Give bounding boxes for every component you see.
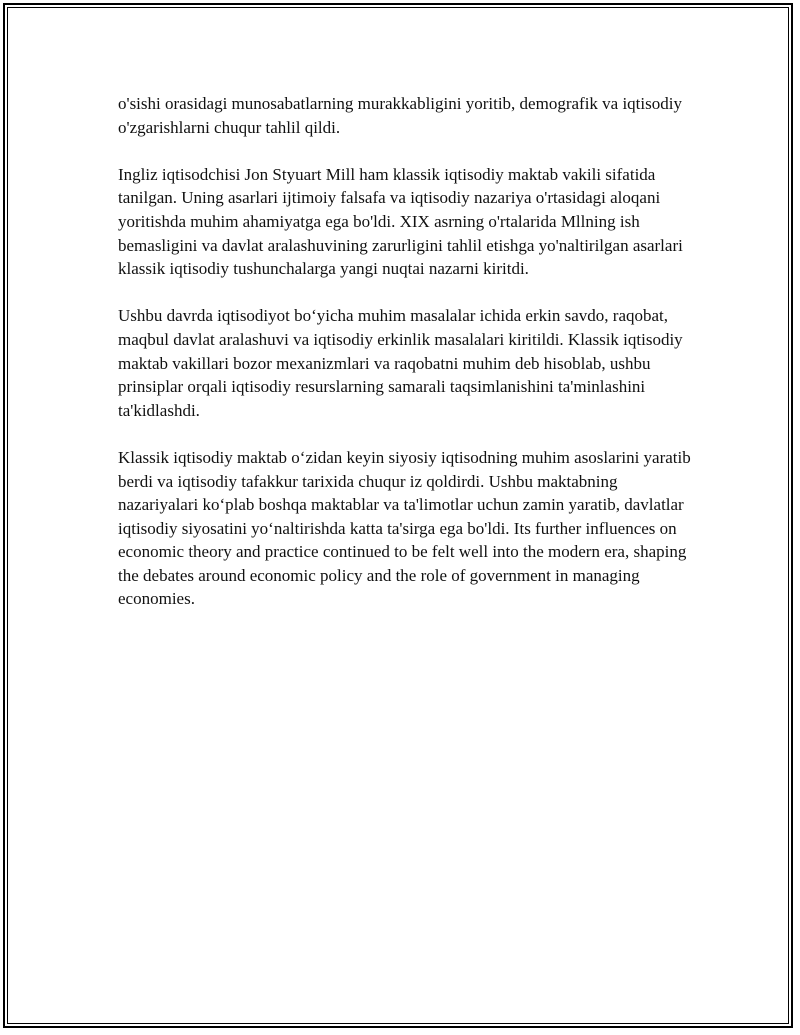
document-body [118, 92, 693, 635]
paragraph-4: Klassik iqtisodiy maktab o‘zidan keyin siyosiy iqtisodning muhim asoslarini yaratib berdi va iqtisodiy tafakkur tarixida chuqur iz qoldirdi. Ushbu maktabning nazariyalari ko‘plab boshqa maktablar va ta'limotlar uchun zamin yaratib, davlatlar iqtisodiy siyosatini yo‘naltirishda katta ta'sirga ega bo'ldi. Its further influences on economic theory and practice continued to be felt well into the modern era, shaping the debates around economic policy and the role of government in managing economies. [118, 447, 691, 609]
paragraph-1: o'sishi orasidagi munosabatlarning murakkabligini yoritib, demografik va iqtisodiy o'zgarishlarni chuqur tahlil qildi. [118, 94, 682, 137]
paragraph-3: Ushbu davrda iqtisodiyot bo‘yicha muhim masalalar ichida erkin savdo, raqobat, maqbul davlat aralashuvi va iqtisodiy erkinlik masalalari kiritildi. Klassik iqtisodiy maktab vakillari bozor mexanizmlari va raqobatni muhim deb hisoblab, ushbu prinsiplar orqali iqtisodiy resurslarning samarali taqsimlanishini ta'minlashini ta'kidlashdi. [118, 306, 683, 420]
paragraph-2: Ingliz iqtisodchisi Jon Styuart Mill ham klassik iqtisodiy maktab vakili sifatida tanilgan. Uning asarlari ijtimoiy falsafa va iqtisodiy nazariya o'rtasidagi aloqani yoritishda muhim ahamiyatga ega bo'ldi. XIX asrning o'rtalarida Mllning ish bemasligini va davlat aralashuvining zarurligini tahlil etishga yo'naltirilgan asarlari klassik iqtisodiy tushunchalarga yangi nuqtai nazarni kiritdi. [118, 164, 683, 279]
